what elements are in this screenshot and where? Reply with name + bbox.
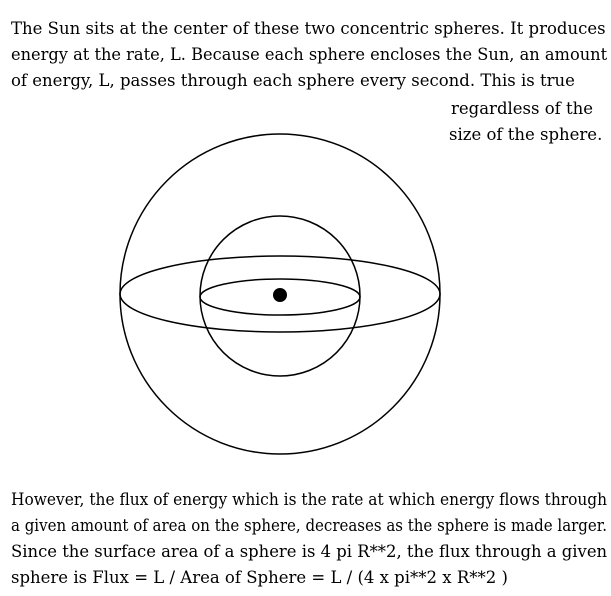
sun-dot	[273, 288, 287, 302]
intro-line-2: energy at the rate, L. Because each sphere encloses the Sun, an amount	[11, 45, 608, 64]
intro-line-5: size of the sphere.	[449, 125, 603, 144]
outro-line-4: sphere is Flux = L / Area of Sphere = L / (4 x pi**2 x R**2 )	[11, 568, 508, 587]
intro-line-1: The Sun sits at the center of these two concentric spheres. It produces	[11, 19, 606, 38]
outro-line-1: However, the flux of energy which is the rate at which energy flows through	[11, 490, 608, 509]
intro-line-3: of energy, L, passes through each sphere every second. This is true	[11, 71, 575, 90]
outro-line-2: a given amount of area on the sphere, decreases as the sphere is made larger.	[11, 516, 608, 535]
intro-line-4: regardless of the	[451, 99, 594, 118]
outro-line-3: Since the surface area of a sphere is 4 pi R**2, the flux through a given	[11, 542, 608, 561]
